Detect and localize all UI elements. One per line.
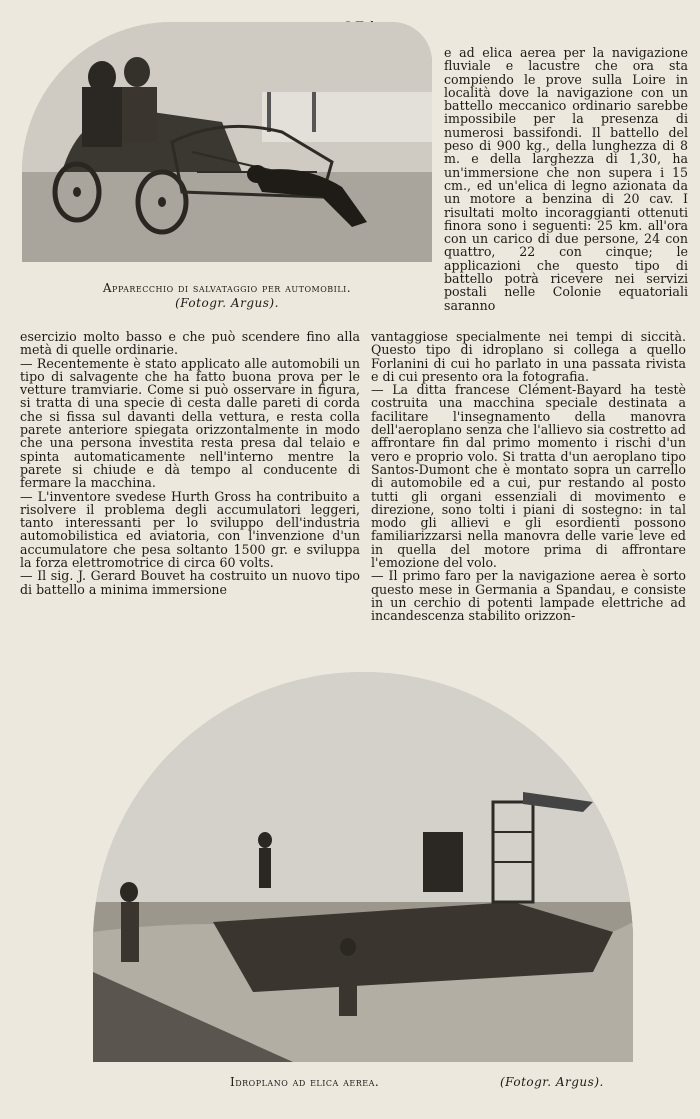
paragraph: vantaggiose specialmente nei tempi di siccità. Questo tipo di idroplano si collega a quello Forlanini di cui ho parlato in una passata rivista e di cui presento ora la fotografia. xyxy=(371,329,686,384)
paragraph: — L'inventore svedese Hurth Gross ha contribuito a risolvere il problema degli accumulatori leggeri, tanto interessanti per lo sviluppo dell'industria automobilistica ed aviatoria, con l'invenzione d'un accumulatore che pesa soltanto 1500 gr. e sviluppa la forza elettromotrice di circa 60 volts. xyxy=(20,488,360,571)
right-top-column xyxy=(444,46,688,312)
right-column xyxy=(371,330,686,623)
paragraph: — La ditta francese Clément-Bayard ha testè costruita una macchina speciale destinata a facilitare l'insegnamento della manovra dell'aeroplano senza che l'allievo sia costretto ad affrontare fin dal primo momento i rischi d'un vero e proprio volo. Si tratta d'un aeroplano tipo Santos-Dumont che è montato sopra un carrello di automobile ed a cui, pur restando al posto tutti gli organi essenziali di movimento e direzione, sono tolti i piani di sostegno: in tal modo gli allievi e gli esordienti possono familiarizzarsi nella manovra delle varie leve ed in quella del motore prima di affrontare l'emozione del volo. xyxy=(371,382,686,571)
bottom-photo-credit: (Fotogr. Argus). xyxy=(500,1075,604,1089)
left-column xyxy=(20,330,360,596)
automobile-lifesaver-photo xyxy=(22,22,432,262)
paragraph: esercizio molto basso e che può scendere fino alla metà di quelle ordinarie. xyxy=(20,329,360,358)
paragraph: — Recentemente è stato applicato alle automobili un tipo di salvagente che ha fatto buona prova per le vetture tramviarie. Come si può osservare in figura, si tratta di una specie di cesta dalle pareti di corda che si fissa sul davanti della vettura, e resta colla parete anteriore spiegata orizzontalmente in modo che una persona investita resta presa dal telaio e spinta automaticamente nell'interno mentre la parete si chiude e dà tempo al conducente di fermare la macchina. xyxy=(20,355,360,491)
paragraph: — Il primo faro per la navigazione aerea è sorto questo mese in Germania a Spandau, e consiste in un cerchio di potenti lampade elettriche ad incandescenza stabilito orizzon- xyxy=(371,568,686,624)
top-photo-caption: Apparecchio di salvataggio per automobili. xyxy=(102,281,352,295)
bottom-photo-caption: Idroplano ad elica aerea. xyxy=(230,1075,380,1089)
top-photo-credit: (Fotogr. Argus). xyxy=(175,296,279,310)
hydroplane-photo xyxy=(93,672,633,1062)
paragraph: e ad elica aerea per la navigazione fluviale e lacustre che ora sta compiendo le prove sulla Loire in località dove la navigazione con un battello meccanico ordinario sarebbe impossibile per la presenza di numerosi bassifondi. Il battello del peso di 900 kg., della lunghezza di 8 m. e della larghezza di 1,30, ha un'immersione che non supera i 15 cm., ed un'elica di legno azionata da un motore a benzina di 20 cav. I risultati molto incoraggianti ottenuti finora sono i seguenti: 25 km. all'ora con un carico di due persone, 24 con quattro, 22 con cinque; le applicazioni che questo tipo di battello potrà ricevere nei servizi postali nelle Colonie equatoriali saranno xyxy=(444,45,688,313)
paragraph: — Il sig. J. Gerard Bouvet ha costruito un nuovo tipo di battello a minima immersione xyxy=(20,568,360,597)
